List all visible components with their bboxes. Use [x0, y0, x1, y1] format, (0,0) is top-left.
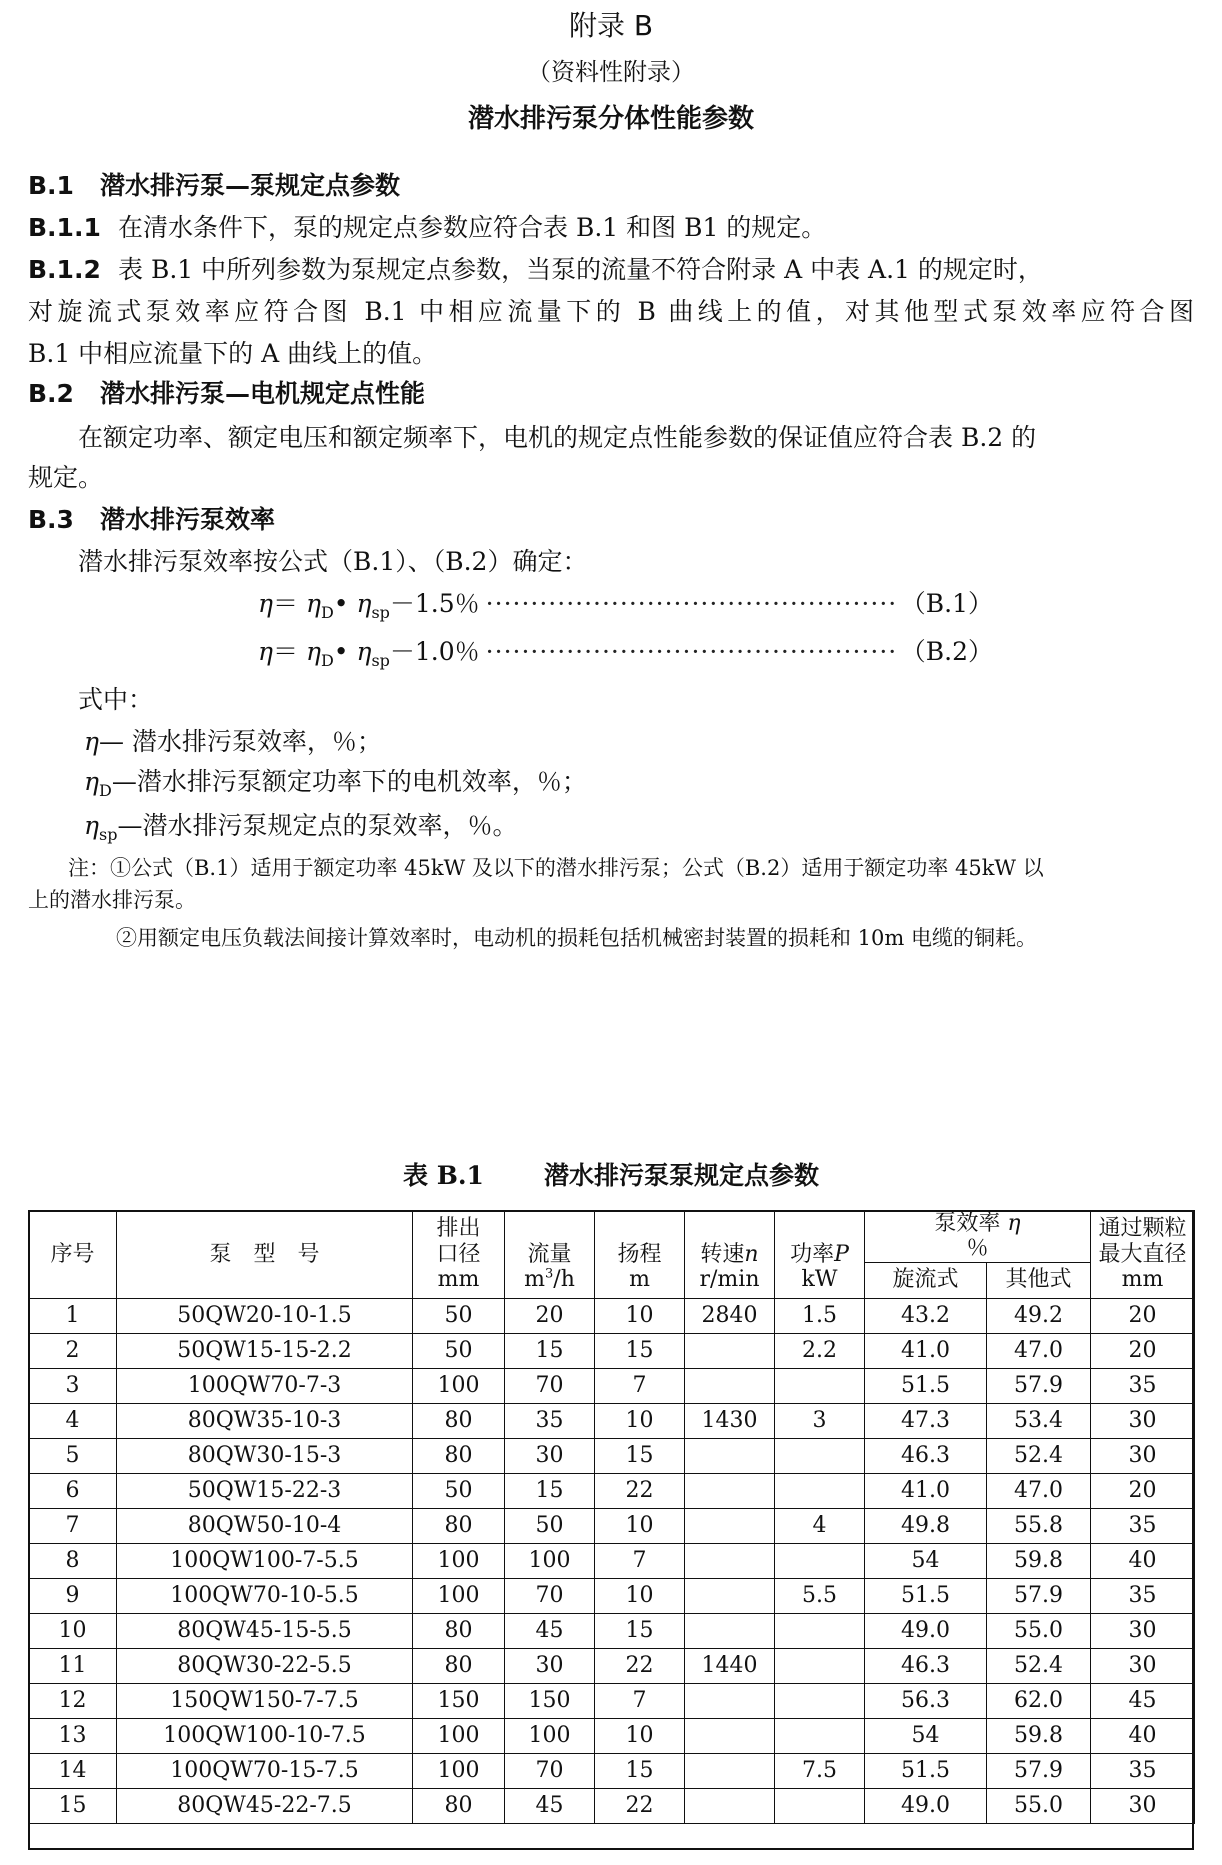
table-cell: 55.0 — [987, 1613, 1091, 1648]
table-row — [29, 1753, 1195, 1788]
header-eff-swirl: 旋流式 — [865, 1262, 987, 1298]
where-item-eta: η— 潜水排污泵效率，％； — [84, 727, 382, 756]
table-cell — [775, 1613, 865, 1648]
table-cell: 40 — [1091, 1543, 1195, 1578]
header-outlet: 排出 口径 mm — [413, 1211, 505, 1299]
table-row — [29, 1368, 1195, 1403]
table-cell: 53.4 — [987, 1403, 1091, 1438]
table-cell: 54 — [865, 1543, 987, 1578]
table-cell: 50 — [505, 1508, 595, 1543]
appendix-title: 附录 B — [568, 9, 654, 42]
table-cell: 30 — [1091, 1438, 1195, 1473]
table-cell: 80 — [413, 1788, 505, 1823]
table-cell: 57.9 — [987, 1368, 1091, 1403]
header-particle: 通过颗粒 最大直径 mm — [1091, 1211, 1195, 1299]
table-cell: 59.8 — [987, 1718, 1091, 1753]
table-row — [29, 1403, 1195, 1438]
table-cell: 100QW70-7-3 — [117, 1368, 413, 1403]
table-cell: 52.4 — [987, 1438, 1091, 1473]
note-1-line1: 注：①公式（B.1）适用于额定功率 45kW 及以下的潜水排污泵；公式（B.2）适用于额定功率 45kW 以 — [68, 856, 1044, 880]
leader-dots — [486, 589, 895, 618]
table-cell: 3 — [775, 1403, 865, 1438]
table-cell — [685, 1368, 775, 1403]
table-cell: 35 — [1091, 1753, 1195, 1788]
table-cell: 50QW15-15-2.2 — [117, 1333, 413, 1368]
table-cell: 7 — [595, 1543, 685, 1578]
table-cell: 20 — [1091, 1333, 1195, 1368]
table-cell: 30 — [1091, 1648, 1195, 1683]
leader-dots — [486, 637, 895, 666]
table-cell: 12 — [29, 1683, 117, 1718]
table-cell — [775, 1543, 865, 1578]
table-cell: 10 — [29, 1613, 117, 1648]
table-cell: 100QW70-10-5.5 — [117, 1578, 413, 1613]
table-cell: 35 — [505, 1403, 595, 1438]
table-cell: 41.0 — [865, 1333, 987, 1368]
table-cell: 62.0 — [987, 1683, 1091, 1718]
table-cell: 20 — [505, 1298, 595, 1333]
table-cell: 100QW70-15-7.5 — [117, 1753, 413, 1788]
document-page — [28, 0, 1194, 1865]
table-cell — [775, 1718, 865, 1753]
table-cell: 2840 — [685, 1298, 775, 1333]
table-caption-num: 表 B.1 — [403, 1161, 484, 1190]
table-cell: 22 — [595, 1788, 685, 1823]
appendix-type: （资料性附录） — [527, 58, 695, 86]
table-cell: 3 — [29, 1368, 117, 1403]
table-cell: 10 — [595, 1298, 685, 1333]
table-caption-title: 潜水排污泵泵规定点参数 — [543, 1161, 819, 1190]
table-cell: 30 — [505, 1648, 595, 1683]
table-cell: 35 — [1091, 1368, 1195, 1403]
section-b12-line3: B.1 中相应流量下的 A 曲线上的值。 — [28, 339, 438, 368]
table-row — [29, 1543, 1195, 1578]
table-row — [29, 1788, 1195, 1823]
table-cell: 46.3 — [865, 1438, 987, 1473]
table-cell: 13 — [29, 1718, 117, 1753]
section-b11 — [28, 208, 826, 244]
table-cell — [775, 1473, 865, 1508]
table-cell — [685, 1788, 775, 1823]
table-row — [29, 1648, 1195, 1683]
header-head: 扬程 m — [595, 1211, 685, 1299]
table-cell: 15 — [29, 1788, 117, 1823]
table-cell: 47.0 — [987, 1333, 1091, 1368]
table-cell: 80QW35-10-3 — [117, 1403, 413, 1438]
table-cell: 50QW20-10-1.5 — [117, 1298, 413, 1333]
table-cell: 5.5 — [775, 1578, 865, 1613]
formula-b2: $\eta= \eta_D•$ $\eta_{sp}-1.0$％ ····· （B.2） — [258, 632, 993, 670]
table-cell — [685, 1753, 775, 1788]
table-cell: 100 — [413, 1543, 505, 1578]
table-cell: 4 — [29, 1403, 117, 1438]
header-power: 功率P kW — [775, 1211, 865, 1299]
table-cell — [685, 1438, 775, 1473]
table-cell: 15 — [595, 1753, 685, 1788]
table-cell: 22 — [595, 1473, 685, 1508]
section-b12-num: B.1.2 — [28, 255, 101, 284]
table-cell: 80 — [413, 1403, 505, 1438]
table-cell: 57.9 — [987, 1753, 1091, 1788]
section-b11-num: B.1.1 — [28, 213, 101, 242]
table-cell: 57.9 — [987, 1578, 1091, 1613]
table-cell — [685, 1718, 775, 1753]
table-cell: 80 — [413, 1508, 505, 1543]
section-b3-intro: 潜水排污泵效率按公式（B.1）、（B.2）确定： — [78, 547, 588, 576]
table-cell: 100 — [505, 1718, 595, 1753]
table-cell: 100QW100-7-5.5 — [117, 1543, 413, 1578]
table-cell: 43.2 — [865, 1298, 987, 1333]
table-cell: 80QW30-15-3 — [117, 1438, 413, 1473]
header-flow: 流量 $m^3/h$ — [505, 1211, 595, 1299]
table-cell: 51.5 — [865, 1368, 987, 1403]
section-b12-line2: 对旋流式泵效率应符合图 B.1 中相应流量下的 B 曲线上的值，对其他型式泵效率应符合图 — [28, 297, 1194, 326]
header-speed: 转速n r/min — [685, 1211, 775, 1299]
table-row — [29, 1473, 1195, 1508]
formula-b1-tag: （B.1） — [900, 589, 993, 618]
table-cell: 55.0 — [987, 1788, 1091, 1823]
table-cell: 45 — [505, 1613, 595, 1648]
table-cell — [685, 1333, 775, 1368]
table-cell: 47.3 — [865, 1403, 987, 1438]
table-cell: 10 — [595, 1403, 685, 1438]
table-cell: 45 — [1091, 1683, 1195, 1718]
table-cell: 80 — [413, 1438, 505, 1473]
table-cell: 50 — [413, 1298, 505, 1333]
table-cell: 5 — [29, 1438, 117, 1473]
table-cell — [685, 1473, 775, 1508]
section-b3-heading: B.3 潜水排污泵效率 — [28, 505, 276, 534]
table-cell: 1 — [29, 1298, 117, 1333]
table-cell: 10 — [595, 1508, 685, 1543]
table-cell: 52.4 — [987, 1648, 1091, 1683]
table-cell: 6 — [29, 1473, 117, 1508]
table-cell: 50 — [413, 1333, 505, 1368]
note-2: ②用额定电压负载法间接计算效率时，电动机的损耗包括机械密封装置的损耗和 10m 电缆的铜耗。 — [116, 926, 1037, 950]
table-cell: 30 — [1091, 1613, 1195, 1648]
table-row — [29, 1298, 1195, 1333]
table-cell: 10 — [595, 1718, 685, 1753]
section-b2-line1: 在额定功率、额定电压和额定频率下，电机的规定点性能参数的保证值应符合表 B.2 的 — [78, 423, 1037, 452]
table-cell: 41.0 — [865, 1473, 987, 1508]
table-cell: 1440 — [685, 1648, 775, 1683]
table-cell: 15 — [505, 1333, 595, 1368]
table-cell: 55.8 — [987, 1508, 1091, 1543]
table-cell: 14 — [29, 1753, 117, 1788]
table-cell: 30 — [505, 1438, 595, 1473]
table-cell — [685, 1578, 775, 1613]
note-1-line2: 上的潜水排污泵。 — [28, 888, 196, 912]
section-b2-line2: 规定。 — [28, 463, 104, 492]
table-cell: 70 — [505, 1578, 595, 1613]
table-cell: 15 — [505, 1473, 595, 1508]
table-body — [29, 1298, 1195, 1823]
table-cell: 2 — [29, 1333, 117, 1368]
table-cell: 150 — [505, 1683, 595, 1718]
table-cell: 15 — [595, 1613, 685, 1648]
table-cell: 40 — [1091, 1718, 1195, 1753]
table-cell: 7 — [29, 1508, 117, 1543]
table-cell: 49.0 — [865, 1613, 987, 1648]
header-seq: 序号 — [29, 1211, 117, 1299]
table-cell: 100 — [413, 1578, 505, 1613]
table-cell: 100 — [413, 1718, 505, 1753]
table-cell: 30 — [1091, 1403, 1195, 1438]
table-cell: 51.5 — [865, 1578, 987, 1613]
where-label: 式中： — [78, 685, 154, 714]
table-row — [29, 1333, 1195, 1368]
table-cell — [775, 1788, 865, 1823]
table-cell: 54 — [865, 1718, 987, 1753]
table-cell: 20 — [1091, 1473, 1195, 1508]
table-cell: 45 — [505, 1788, 595, 1823]
table-row — [29, 1578, 1195, 1613]
table-cell: 49.8 — [865, 1508, 987, 1543]
section-b2-heading: B.2 潜水排污泵—电机规定点性能 — [28, 379, 426, 408]
table-cell: 7 — [595, 1368, 685, 1403]
table-cell: 59.8 — [987, 1543, 1091, 1578]
formula-b2-tag: （B.2） — [900, 637, 993, 666]
table-cell: 35 — [1091, 1578, 1195, 1613]
table-cell: 22 — [595, 1648, 685, 1683]
section-b12-line1: B.1.2 表 B.1 中所列参数为泵规定点参数，当泵的流量不符合附录 A 中表 A.1 的规定时， — [28, 255, 1043, 284]
table-cell: 47.0 — [987, 1473, 1091, 1508]
table-cell: 49.0 — [865, 1788, 987, 1823]
table-cell: 80QW50-10-4 — [117, 1508, 413, 1543]
table-cell: 15 — [595, 1333, 685, 1368]
table-cell: 100 — [413, 1368, 505, 1403]
table-cell: 80 — [413, 1648, 505, 1683]
pump-parameter-table — [28, 1210, 1195, 1824]
table-cell: 7.5 — [775, 1753, 865, 1788]
table-row — [29, 1613, 1195, 1648]
table-cell: 1.5 — [775, 1298, 865, 1333]
table-cell: 2.2 — [775, 1333, 865, 1368]
section-b1-heading: B.1 潜水排污泵—泵规定点参数 — [28, 171, 401, 200]
table-cell: 9 — [29, 1578, 117, 1613]
table-cell: 4 — [775, 1508, 865, 1543]
table-cell: 50 — [413, 1473, 505, 1508]
table-cell: 80QW30-22-5.5 — [117, 1648, 413, 1683]
table-cell: 51.5 — [865, 1753, 987, 1788]
where-item-eta-d: $\eta_D—$潜水排污泵额定功率下的电机效率，％； — [84, 767, 587, 800]
table-row — [29, 1718, 1195, 1753]
section-b11-text: 在清水条件下，泵的规定点参数应符合表 B.1 和图 B1 的规定。 — [118, 213, 827, 242]
table-cell — [775, 1648, 865, 1683]
table-cell — [685, 1508, 775, 1543]
table-cell: 100 — [505, 1543, 595, 1578]
table-cell: 80QW45-15-5.5 — [117, 1613, 413, 1648]
table-row — [29, 1683, 1195, 1718]
table-cell — [775, 1368, 865, 1403]
table-cell: 100QW100-10-7.5 — [117, 1718, 413, 1753]
table-cell: 150QW150-7-7.5 — [117, 1683, 413, 1718]
table-cell: 35 — [1091, 1508, 1195, 1543]
table-cell: 56.3 — [865, 1683, 987, 1718]
formula-b1: $\eta= \eta_D•$ $\eta_{sp}-1.5$％ ····· （B.1） — [258, 584, 993, 622]
header-model: 泵 型 号 — [117, 1211, 413, 1299]
table-cell: 150 — [413, 1683, 505, 1718]
table-cell: 11 — [29, 1648, 117, 1683]
where-item-eta-sp: $\eta_{sp}—$潜水排污泵规定点的泵效率，％。 — [84, 811, 518, 844]
table-cell: 7 — [595, 1683, 685, 1718]
appendix-heading: 潜水排污泵分体性能参数 — [467, 104, 754, 134]
table-cell — [775, 1438, 865, 1473]
table-cell — [685, 1613, 775, 1648]
table-cell — [685, 1543, 775, 1578]
table-row — [29, 1508, 1195, 1543]
table-cell: 49.2 — [987, 1298, 1091, 1333]
table-cell — [775, 1683, 865, 1718]
table-cell: 80 — [413, 1613, 505, 1648]
table-cell: 70 — [505, 1753, 595, 1788]
header-eff-other: 其他式 — [987, 1262, 1091, 1298]
table-cell: 1430 — [685, 1403, 775, 1438]
table-cell: 80QW45-22-7.5 — [117, 1788, 413, 1823]
header-efficiency: 泵效率 η ％ — [865, 1211, 1091, 1263]
table-cell: 46.3 — [865, 1648, 987, 1683]
table-cell: 8 — [29, 1543, 117, 1578]
table-cell: 30 — [1091, 1788, 1195, 1823]
table-caption — [28, 1156, 1194, 1192]
table-cell — [685, 1683, 775, 1718]
table-cell: 10 — [595, 1578, 685, 1613]
table-cell: 50QW15-22-3 — [117, 1473, 413, 1508]
table-row — [29, 1438, 1195, 1473]
table-cell: 70 — [505, 1368, 595, 1403]
table-cell: 20 — [1091, 1298, 1195, 1333]
table-cell: 15 — [595, 1438, 685, 1473]
table-cell: 100 — [413, 1753, 505, 1788]
